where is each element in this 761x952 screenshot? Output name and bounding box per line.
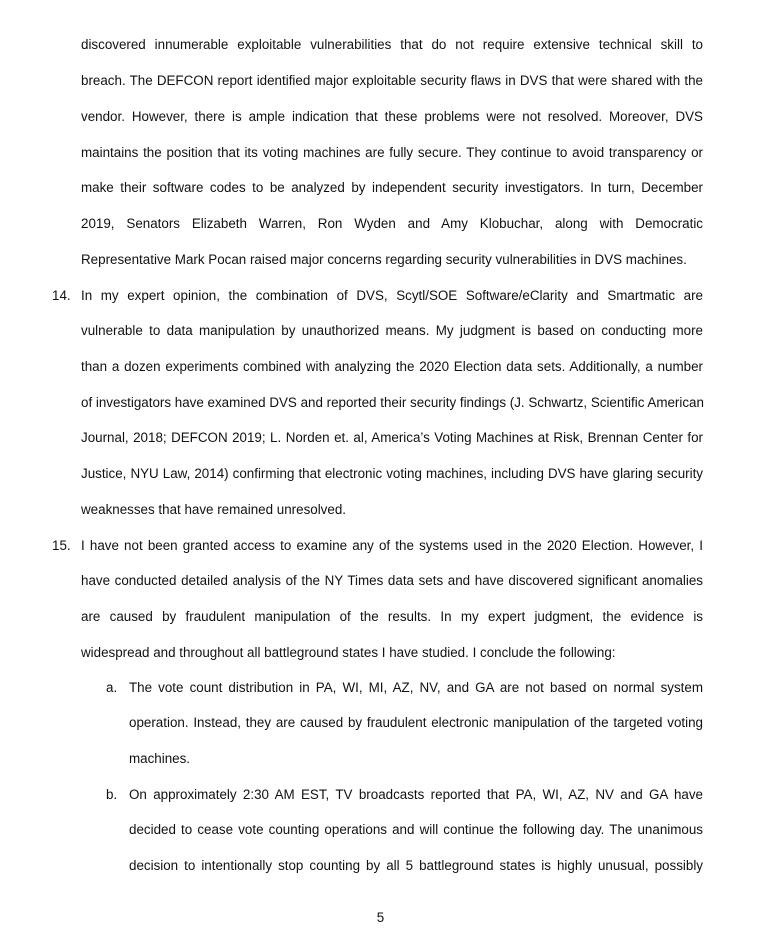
paragraph-number-15: 15. [52,538,71,553]
p14-line: weaknesses that have remained unresolved. [81,502,346,517]
p14-line: In my expert opinion, the combination of DVS, Scytl/SOE Software/eClarity and Smartmatic are [81,288,703,303]
intro-line: vendor. However, there is ample indication that these problems were not resolved. Moreover, DVS [81,109,703,124]
intro-line: make their software codes to be analyzed by independent security investigators. In turn, December [81,180,703,195]
item-b-line: decided to cease vote counting operations and will continue the following day. The unanimous [129,822,703,837]
p14-line: Journal, 2018; DEFCON 2019; L. Norden et. al, America’s Voting Machines at Risk, Brennan Center for [81,430,703,445]
p14-line: vulnerable to data manipulation by unauthorized means. My judgment is based on conducting more [81,323,703,338]
intro-line: maintains the position that its voting machines are fully secure. They continue to avoid transparency or [81,145,703,160]
item-a-line: machines. [129,751,191,766]
p14-line: of investigators have examined DVS and reported their security findings (J. Schwartz, Scientific American [81,395,704,410]
intro-line: breach. The DEFCON report identified major exploitable security flaws in DVS that were shared with the [81,73,703,88]
p15-line: widespread and throughout all battleground states I have studied. I conclude the following: [81,645,616,660]
intro-line: 2019, Senators Elizabeth Warren, Ron Wyden and Amy Klobuchar, along with Democratic [81,216,703,231]
list-label-a: a. [106,680,118,695]
p15-line: I have not been granted access to examine any of the systems used in the 2020 Election. However, I [81,538,703,553]
intro-line: discovered innumerable exploitable vulnerabilities that do not require extensive technical skill to [81,37,703,52]
p15-line: have conducted detailed analysis of the NY Times data sets and have discovered significant anomalies [81,573,703,588]
p14-line: Justice, NYU Law, 2014) confirming that electronic voting machines, including DVS have glaring security [81,466,703,481]
item-b-line: decision to intentionally stop counting by all 5 battleground states is highly unusual, possibly [129,858,703,873]
item-b-line: On approximately 2:30 AM EST, TV broadcasts reported that PA, WI, AZ, NV and GA have [129,787,703,802]
page-number: 5 [376,910,385,925]
p14-line: than a dozen experiments combined with analyzing the 2020 Election data sets. Additionally, a number [81,359,703,374]
list-label-b: b. [106,787,118,802]
paragraph-number-14: 14. [52,288,71,303]
p15-line: are caused by fraudulent manipulation of the results. In my expert judgment, the evidence is [81,609,703,624]
item-a-line: The vote count distribution in PA, WI, MI, AZ, NV, and GA are not based on normal system [129,680,703,695]
item-a-line: operation. Instead, they are caused by fraudulent electronic manipulation of the targeted voting [129,715,703,730]
intro-line: Representative Mark Pocan raised major concerns regarding security vulnerabilities in DVS machines. [81,252,687,267]
